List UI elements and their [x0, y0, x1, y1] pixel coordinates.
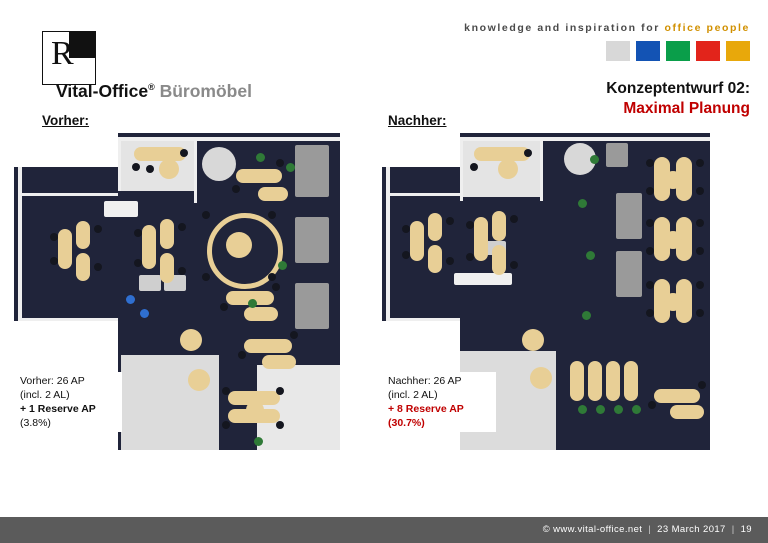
service2-unit-2 [606, 143, 628, 167]
chair [220, 303, 228, 311]
stats-after-line3: + 8 Reserve AP [388, 403, 464, 415]
desk2-top-1 [474, 147, 530, 161]
chair [646, 247, 654, 255]
desk-left-6 [160, 253, 174, 283]
footer-date: 23 March 2017 [657, 524, 726, 535]
desk2-disc-3 [664, 293, 682, 311]
wall2-mid-horizontal [390, 193, 460, 196]
desk2-reserve-4 [624, 361, 638, 401]
chair [290, 331, 298, 339]
plant-icon [586, 251, 595, 260]
chair [268, 273, 276, 281]
chair [202, 273, 210, 281]
title-line-2: Maximal Planung [623, 100, 750, 117]
chair [146, 165, 154, 173]
header-tagline [464, 22, 750, 34]
chair [276, 387, 284, 395]
chair [50, 233, 58, 241]
desk-left-4 [142, 225, 156, 269]
plant-icon [278, 261, 287, 270]
chair [698, 381, 706, 389]
chair [222, 387, 230, 395]
desk-left-3 [76, 253, 90, 281]
service-unit-1 [202, 147, 236, 181]
room-light-bottom-right [257, 365, 340, 450]
logo [42, 31, 252, 101]
plan-bg-right-strip [340, 133, 354, 450]
footer-page-number: 19 [740, 524, 752, 535]
footer-text [543, 524, 752, 535]
stats-after-line1: Nachher: 26 AP [388, 375, 462, 387]
wall2-mid-horizontal-2 [390, 318, 460, 321]
chair [510, 215, 518, 223]
chair [402, 225, 410, 233]
chair [446, 257, 454, 265]
logo-subtitle: Büromöbel [159, 81, 252, 101]
wall-partition-2 [194, 141, 197, 203]
footer-copyright: © [542, 524, 551, 535]
chair [50, 257, 58, 265]
desk2-disc-top [498, 159, 518, 179]
chair [446, 217, 454, 225]
plant-icon [254, 437, 263, 446]
plant-icon [614, 405, 623, 414]
chair [696, 247, 704, 255]
stats-before-line1: Vorher: 26 AP [20, 375, 85, 387]
desk-cluster-top-left [134, 147, 186, 161]
wall2-left [386, 167, 390, 321]
plant-icon [596, 405, 605, 414]
stats-before-line2: (incl. 2 AL) [20, 389, 70, 401]
service2-unit-3 [616, 193, 642, 239]
chair [524, 149, 532, 157]
chair [696, 219, 704, 227]
chair [470, 163, 478, 171]
chair [510, 261, 518, 269]
counter-1 [104, 201, 138, 217]
desk2-disc-2 [664, 231, 682, 249]
chair [222, 421, 230, 429]
brand-swatches [606, 41, 750, 61]
chair [696, 159, 704, 167]
stats-before [16, 372, 122, 432]
service-unit-3 [295, 217, 329, 263]
chair [232, 185, 240, 193]
chair [180, 149, 188, 157]
chair [276, 159, 284, 167]
chair [466, 253, 474, 261]
footer-separator-1: | [648, 524, 652, 535]
tagline-plain: knowledge and inspiration for [464, 22, 665, 34]
footer-site[interactable]: www.vital-office.net [553, 524, 643, 535]
desk2-left-3 [428, 245, 442, 273]
wall-left-upper [18, 167, 22, 321]
swatch-3 [696, 41, 720, 61]
plant-icon [632, 405, 641, 414]
desk2-left-4 [474, 217, 488, 261]
plant-icon [248, 299, 257, 308]
desk-right-5 [244, 339, 292, 353]
stats-after [384, 372, 496, 432]
swatch-0 [606, 41, 630, 61]
desk-disc-lower [246, 401, 264, 419]
desk2-reserve-2 [588, 361, 602, 401]
desk2-lower-right-1 [654, 389, 700, 403]
plan2-bg-right-strip [710, 133, 722, 450]
logo-name: Vital-Office [56, 81, 149, 101]
chair [238, 351, 246, 359]
chair [696, 281, 704, 289]
title-line-1: Konzeptentwurf 02: [606, 80, 750, 97]
wall-mid-horizontal [22, 193, 118, 196]
service2-unit-4 [616, 251, 642, 297]
desk-disc-top-left [159, 159, 179, 179]
wall2-partition-2 [540, 141, 543, 201]
stats-after-line2: (incl. 2 AL) [388, 389, 438, 401]
desk-disc-round-1 [180, 329, 202, 351]
plant-icon [286, 163, 295, 172]
stats-after-line4: (30.7%) [388, 417, 425, 429]
plant-icon [140, 309, 149, 318]
chair [268, 211, 276, 219]
plant-icon [582, 311, 591, 320]
chair [648, 401, 656, 409]
desk-disc-center [226, 232, 252, 258]
plan-bg-top-left [14, 133, 118, 167]
logo-glyph: R [51, 35, 74, 72]
chair [134, 259, 142, 267]
swatch-2 [666, 41, 690, 61]
swatch-1 [636, 41, 660, 61]
chair [272, 283, 280, 291]
desk-right-2 [258, 187, 288, 201]
chair [646, 159, 654, 167]
chair [466, 221, 474, 229]
desk2-disc-round-2 [530, 367, 552, 389]
wall-mid-horizontal-2 [22, 318, 118, 321]
desk-disc-round-2 [188, 369, 210, 391]
desk-left-5 [160, 219, 174, 249]
desk2-disc-1 [664, 171, 682, 189]
desk2-disc-round-1 [522, 329, 544, 351]
desk2-left-1 [410, 221, 424, 261]
swatch-4 [726, 41, 750, 61]
chair [276, 421, 284, 429]
page-title [606, 80, 750, 118]
logo-registered: ® [148, 82, 155, 93]
desk-right-1 [236, 169, 282, 183]
logo-wordmark [56, 81, 252, 102]
desk-left-1 [58, 229, 72, 269]
desk2-lower-right-2 [670, 405, 704, 419]
chair [646, 309, 654, 317]
section-label-before: Vorher: [42, 113, 90, 128]
logo-mark-icon [42, 31, 96, 85]
service-unit-2 [295, 145, 329, 197]
plant-icon [578, 405, 587, 414]
counter-2 [139, 275, 161, 291]
chair [134, 229, 142, 237]
plant-icon [256, 153, 265, 162]
plan2-bg-top-left [382, 133, 460, 167]
chair [646, 219, 654, 227]
chair [178, 267, 186, 275]
plant-icon [126, 295, 135, 304]
tagline-accent: office people [664, 22, 750, 34]
chair [94, 225, 102, 233]
chair [178, 223, 186, 231]
room-light-bottom [121, 355, 219, 450]
footer-separator-2: | [731, 524, 735, 535]
desk2-reserve-3 [606, 361, 620, 401]
desk2-left-2 [428, 213, 442, 241]
plant-icon [578, 199, 587, 208]
stats-before-line4: (3.8%) [20, 417, 51, 429]
section-label-after: Nachher: [388, 113, 447, 128]
chair [646, 281, 654, 289]
footer-bar [0, 517, 768, 543]
desk2-left-5 [492, 211, 506, 241]
service-unit-4 [295, 283, 329, 329]
desk-right-6 [262, 355, 296, 369]
desk-right-4 [244, 307, 278, 321]
chair [94, 263, 102, 271]
chair [646, 187, 654, 195]
chair [402, 251, 410, 259]
chair [696, 187, 704, 195]
counter2-1 [454, 273, 512, 285]
desk2-reserve-1 [570, 361, 584, 401]
chair [132, 163, 140, 171]
desk2-left-6 [492, 245, 506, 275]
desk-left-2 [76, 221, 90, 249]
plant-icon [590, 155, 599, 164]
chair [202, 211, 210, 219]
chair [696, 309, 704, 317]
stats-before-line3: + 1 Reserve AP [20, 403, 96, 415]
